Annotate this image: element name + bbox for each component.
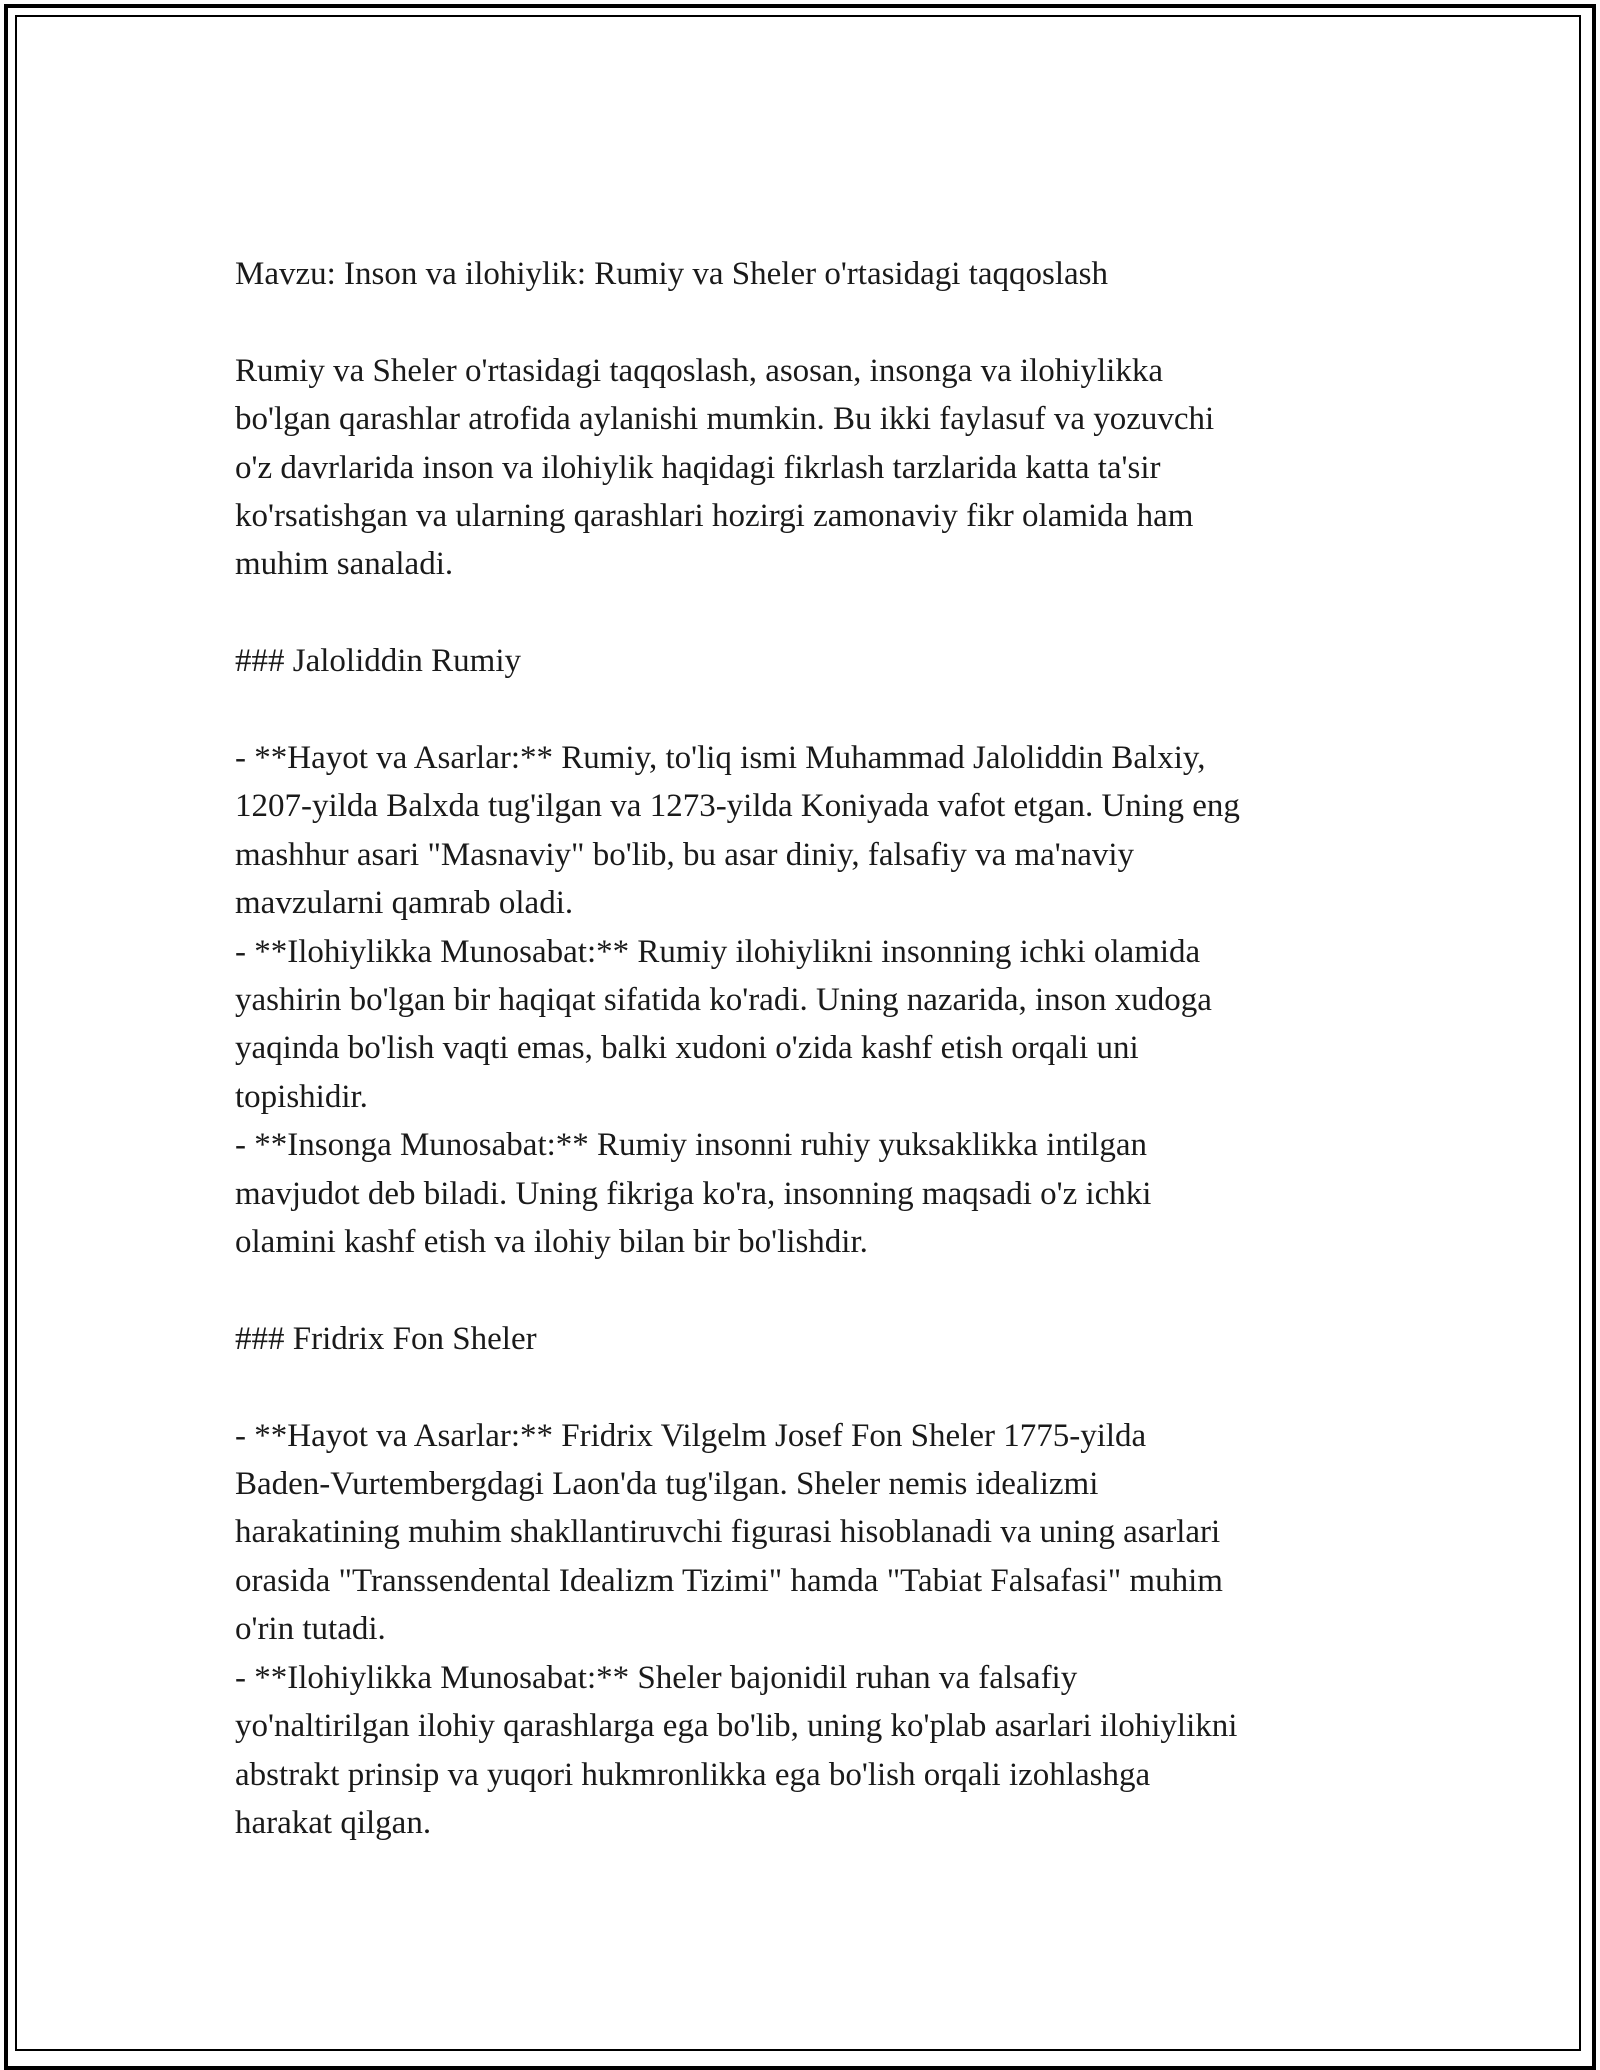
spacer <box>235 1363 1365 1411</box>
intro-paragraph: Rumiy va Sheler o'rtasidagi taqqoslash, asosan, insonga va ilohiylikka bo'lgan qarashlar atrofida aylanishi mumkin. Bu ikki faylasuf va yozuvchi o'z davrlarida inson va ilohiylik haqidagi fikrlash tarzlarida katta ta'sir ko'rsatishgan va ularning qarashlari hozirgi zamonaviy fikr olamida ham muhim sanaladi. <box>235 352 1215 583</box>
list-item: - **Hayot va Asarlar:** Rumiy, to'liq ismi Muhammad Jaloliddin Balxiy, 1207-yilda Balxda tug'ilgan va 1273-yilda Koniyada vafot etgan. Uning eng mashhur asari "Masnaviy" bo'lib, bu asar diniy, falsafiy va ma'naviy mavzularni qamrab oladi. <box>235 740 1240 922</box>
spacer <box>235 686 1365 734</box>
document-title: Mavzu: Inson va ilohiylik: Rumiy va Sheler o'rtasidagi taqqoslash <box>235 256 1108 292</box>
spacer <box>235 589 1365 637</box>
spacer <box>235 1266 1365 1314</box>
section-heading-rumiy: ### Jaloliddin Rumiy <box>235 643 522 680</box>
section-heading-sheler: ### Fridrix Fon Sheler <box>235 1320 537 1357</box>
list-item: - **Ilohiylikka Munosabat:** Sheler bajonidil ruhan va falsafiy yo'naltirilgan ilohiy qarashlarga ega bo'lib, uning ko'plab asarlari ilohiylikni abstrakt prinsip va yuqori hukmronlikka ega bo'lish orqali izohlashga harakat qilgan. <box>235 1659 1238 1841</box>
list-item: - **Hayot va Asarlar:** Fridrix Vilgelm Josef Fon Sheler 1775-yilda Baden-Vurtembergdagi Laon'da tug'ilgan. Sheler nemis idealizmi harakatining muhim shakllantiruvchi figurasi hisoblanadi va uning asarlari orasida "Transsendental Idealizm Tizimi" hamda "Tabiat Falsafasi" muhim o'rin tutadi. <box>235 1417 1223 1648</box>
spacer <box>235 298 1365 346</box>
document-body <box>235 250 1365 1847</box>
list-item: - **Ilohiylikka Munosabat:** Rumiy ilohiylikni insonning ichki olamida yashirin bo'lgan bir haqiqat sifatida ko'radi. Uning nazarida, inson xudoga yaqinda bo'lish vaqti emas, balki xudoni o'zida kashf etish orqali uni topishidir. <box>235 933 1212 1115</box>
list-item: - **Insonga Munosabat:** Rumiy insonni ruhiy yuksaklikka intilgan mavjudot deb biladi. Uning fikriga ko'ra, insonning maqsadi o'z ichki olamini kashf etish va ilohiy bilan bir bo'lishdir. <box>235 1127 1152 1261</box>
